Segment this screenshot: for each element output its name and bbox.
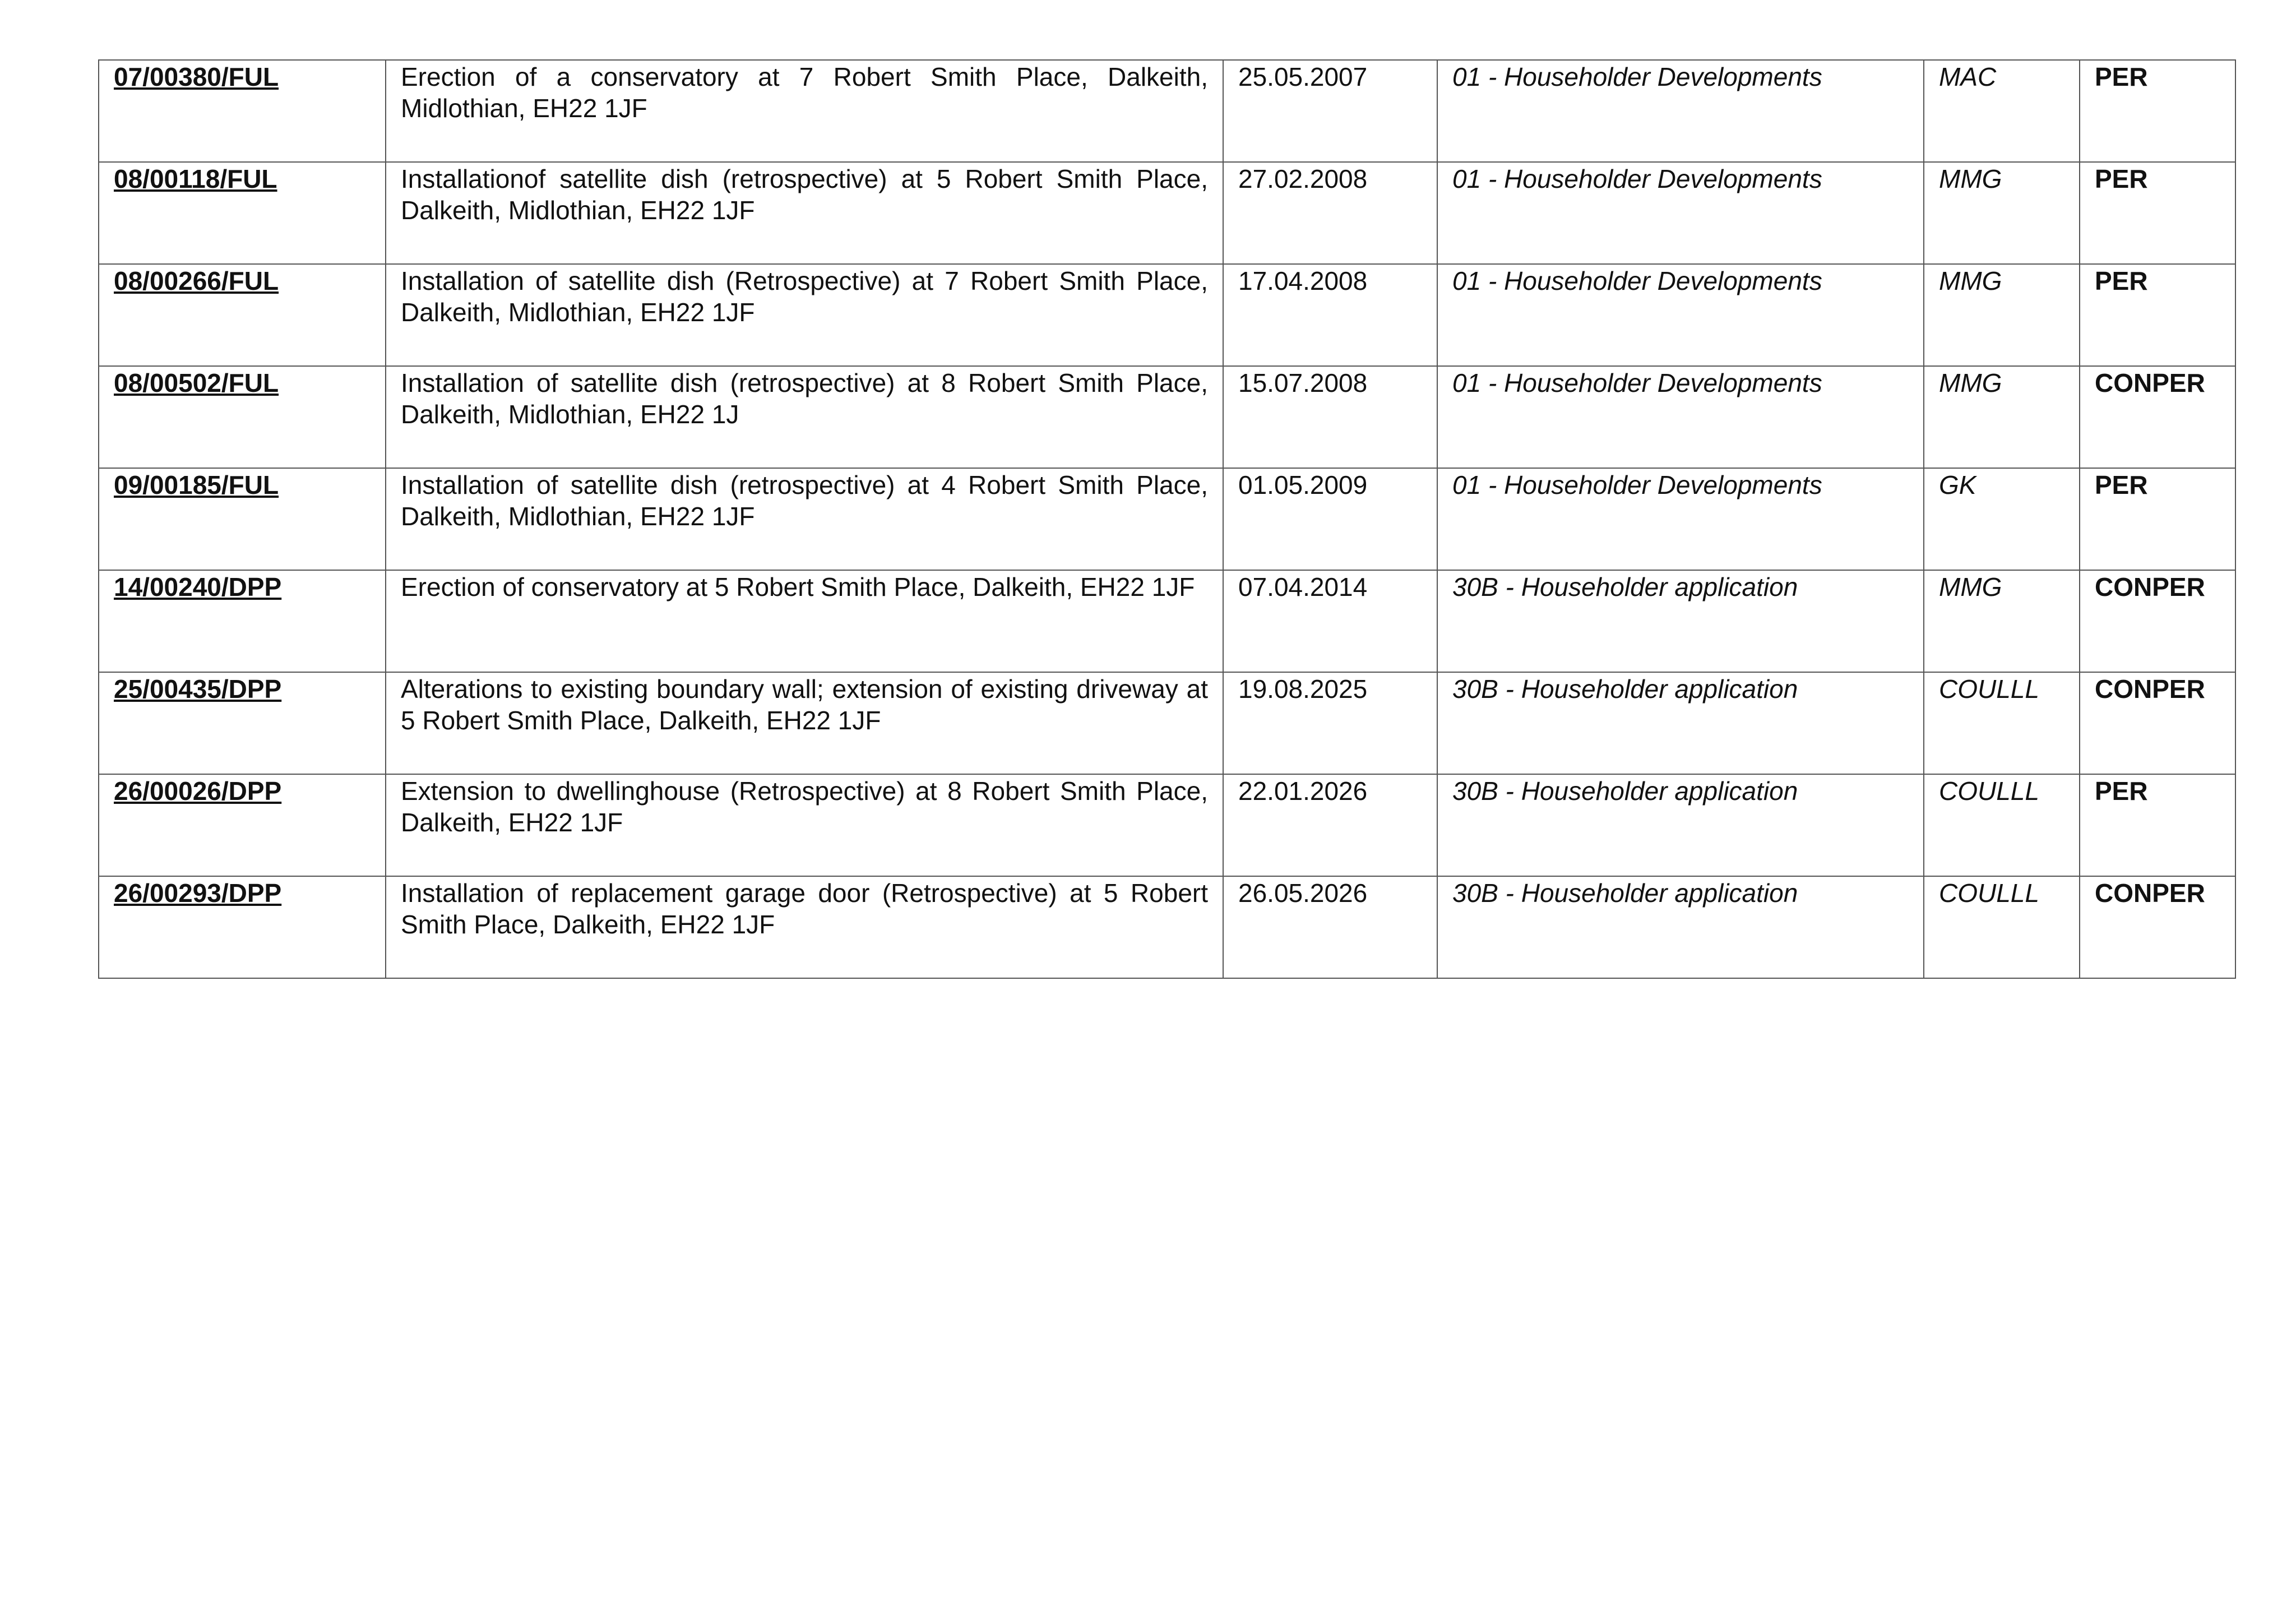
case-officer: COULLL [1924,876,2080,978]
application-category: 01 - Householder Developments [1437,60,1924,162]
application-category: 01 - Householder Developments [1437,468,1924,570]
table-row [99,570,2235,672]
case-officer: MMG [1924,264,2080,366]
application-reference-link[interactable]: 09/00185/FUL [99,468,386,570]
decision-code: CONPER [2080,366,2235,468]
decision-code: PER [2080,60,2235,162]
application-date: 25.05.2007 [1223,60,1437,162]
application-description: Alterations to existing boundary wall; extension of existing driveway at 5 Robert Smith Place, Dalkeith, EH22 1JF [386,672,1223,774]
application-date: 26.05.2026 [1223,876,1437,978]
decision-code: PER [2080,468,2235,570]
application-category: 01 - Householder Developments [1437,264,1924,366]
table-row [99,672,2235,774]
table-row [99,366,2235,468]
application-reference-link[interactable]: 08/00266/FUL [99,264,386,366]
application-reference-link[interactable]: 14/00240/DPP [99,570,386,672]
application-reference-link[interactable]: 08/00502/FUL [99,366,386,468]
application-category: 01 - Householder Developments [1437,366,1924,468]
decision-code: PER [2080,774,2235,876]
application-description: Installationof satellite dish (retrospective) at 5 Robert Smith Place, Dalkeith, Midlothian, EH22 1JF [386,162,1223,264]
application-description: Installation of satellite dish (retrospective) at 8 Robert Smith Place, Dalkeith, Midlothian, EH22 1J [386,366,1223,468]
decision-code: PER [2080,264,2235,366]
table-row [99,60,2235,162]
application-reference-link[interactable]: 26/00293/DPP [99,876,386,978]
case-officer: MMG [1924,366,2080,468]
application-category: 01 - Householder Developments [1437,162,1924,264]
decision-code: CONPER [2080,672,2235,774]
application-description: Erection of conservatory at 5 Robert Smith Place, Dalkeith, EH22 1JF [386,570,1223,672]
application-date: 27.02.2008 [1223,162,1437,264]
application-reference-link[interactable]: 07/00380/FUL [99,60,386,162]
application-date: 07.04.2014 [1223,570,1437,672]
case-officer: MMG [1924,162,2080,264]
table-row [99,876,2235,978]
table-row [99,468,2235,570]
application-description: Extension to dwellinghouse (Retrospective) at 8 Robert Smith Place, Dalkeith, EH22 1JF [386,774,1223,876]
application-description: Installation of satellite dish (Retrospective) at 7 Robert Smith Place, Dalkeith, Midlothian, EH22 1JF [386,264,1223,366]
application-category: 30B - Householder application [1437,876,1924,978]
application-date: 19.08.2025 [1223,672,1437,774]
case-officer: MMG [1924,570,2080,672]
decision-code: CONPER [2080,876,2235,978]
application-category: 30B - Householder application [1437,570,1924,672]
planning-applications-table [98,59,2236,979]
application-description: Installation of replacement garage door (Retrospective) at 5 Robert Smith Place, Dalkeith, EH22 1JF [386,876,1223,978]
application-description: Installation of satellite dish (retrospective) at 4 Robert Smith Place, Dalkeith, Midlothian, EH22 1JF [386,468,1223,570]
application-category: 30B - Householder application [1437,774,1924,876]
application-date: 22.01.2026 [1223,774,1437,876]
case-officer: GK [1924,468,2080,570]
application-reference-link[interactable]: 08/00118/FUL [99,162,386,264]
case-officer: COULLL [1924,774,2080,876]
application-category: 30B - Householder application [1437,672,1924,774]
table-row [99,774,2235,876]
application-date: 17.04.2008 [1223,264,1437,366]
decision-code: CONPER [2080,570,2235,672]
table-row [99,162,2235,264]
case-officer: COULLL [1924,672,2080,774]
case-officer: MAC [1924,60,2080,162]
application-description: Erection of a conservatory at 7 Robert Smith Place, Dalkeith, Midlothian, EH22 1JF [386,60,1223,162]
application-date: 01.05.2009 [1223,468,1437,570]
decision-code: PER [2080,162,2235,264]
application-date: 15.07.2008 [1223,366,1437,468]
table-row [99,264,2235,366]
application-reference-link[interactable]: 26/00026/DPP [99,774,386,876]
application-reference-link[interactable]: 25/00435/DPP [99,672,386,774]
